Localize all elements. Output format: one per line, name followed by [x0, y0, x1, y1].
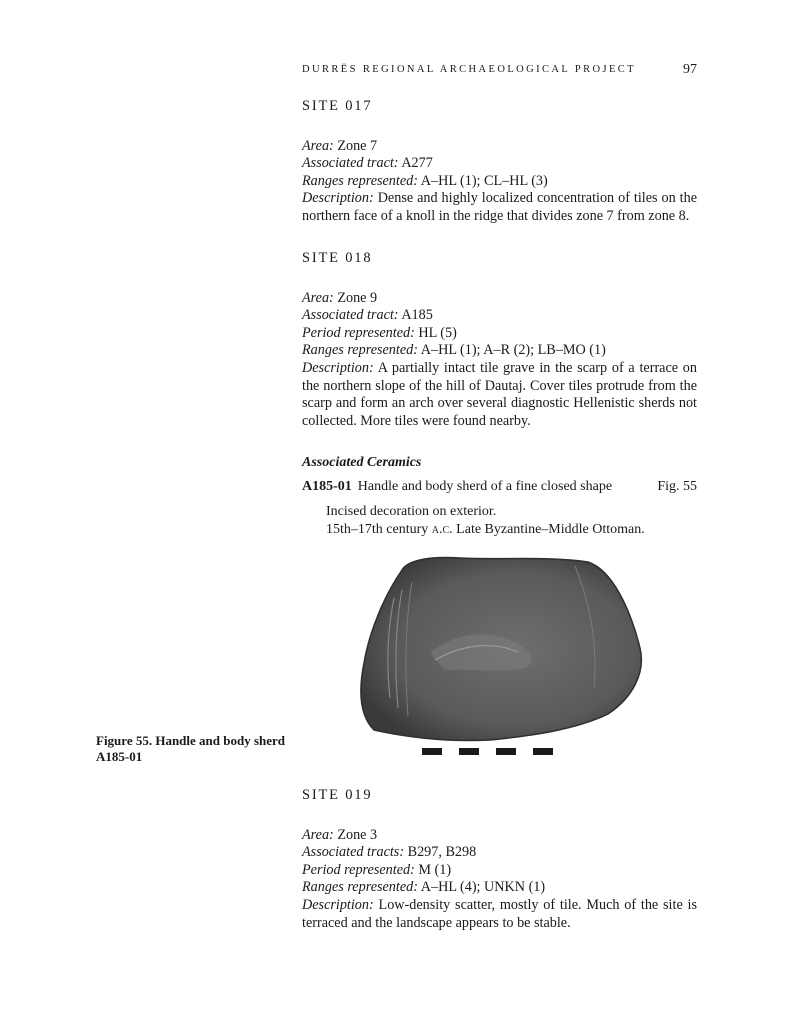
- tract-label: Associated tract:: [302, 155, 399, 172]
- ranges-value: A–HL (1); CL–HL (3): [420, 172, 548, 189]
- tract-label: Associated tract:: [302, 307, 399, 324]
- ceramic-notes: [302, 503, 697, 539]
- tract-value: B297, B298: [407, 844, 477, 861]
- description-text: A partially intact tile grave in the scarp of a terrace on the northern slope of the hill of Dautaj. Cover tiles protrude from the scarp and form an arch over several diagnostic Hellenistic sherds not collected. More tiles were found nearby.: [302, 359, 697, 429]
- figure-reference: Fig. 55: [657, 478, 697, 494]
- site-019-section: [302, 787, 697, 932]
- site-018-section: [302, 250, 697, 539]
- era-abbrev: a.c.: [431, 521, 453, 537]
- figure-caption: [96, 733, 296, 765]
- description-text: Low-density scatter, mostly of tile. Much of the site is terraced and the landscape appears to be stable.: [302, 896, 698, 931]
- description-label: Description:: [302, 359, 374, 376]
- area-label: Area:: [302, 137, 334, 154]
- ceramic-entry: [302, 478, 697, 496]
- description-label: Description:: [302, 190, 374, 207]
- ceramic-id: A185-01: [302, 478, 352, 494]
- site-017-section: [302, 98, 697, 226]
- ranges-label: Ranges represented:: [302, 342, 418, 359]
- ceramic-note-date: 15th–17th century a.c. Late Byzantine–Middle Ottoman.: [326, 521, 645, 537]
- ranges-label: Ranges represented:: [302, 172, 418, 189]
- description-label: Description:: [302, 896, 374, 913]
- site-017-title: SITE 017: [302, 98, 373, 114]
- area-value: Zone 9: [337, 289, 378, 306]
- ceramic-title: Handle and body sherd of a fine closed shape: [357, 478, 613, 494]
- figure-caption-line2: A185-01: [96, 749, 143, 764]
- ceramic-note-decoration: Incised decoration on exterior.: [326, 503, 497, 519]
- tract-value: A185: [401, 307, 433, 324]
- scale-bar: [422, 748, 553, 755]
- page-number: 97: [683, 62, 697, 77]
- area-label: Area:: [302, 826, 334, 843]
- site-018-title: SITE 018: [302, 250, 373, 266]
- ranges-label: Ranges represented:: [302, 879, 418, 896]
- period-value: HL (5): [418, 324, 457, 341]
- tract-label: Associated tracts:: [302, 844, 405, 861]
- area-value: Zone 7: [337, 137, 378, 154]
- ranges-value: A–HL (1); A–R (2); LB–MO (1): [420, 342, 606, 359]
- area-label: Area:: [302, 289, 334, 306]
- site-019-title: SITE 019: [302, 787, 373, 803]
- tract-value: A277: [401, 155, 433, 172]
- ranges-value: A–HL (4); UNKN (1): [420, 879, 546, 896]
- description-text: Dense and highly localized concentration of tiles on the northern face of a knoll in the ridge that divides zone 7 from zone 8.: [302, 190, 697, 224]
- ceramics-heading: Associated Ceramics: [302, 455, 422, 471]
- running-head: DURRËS REGIONAL ARCHAEOLOGICAL PROJECT: [302, 64, 636, 75]
- sherd-photo: [350, 548, 650, 780]
- period-label: Period represented:: [302, 324, 415, 341]
- area-value: Zone 3: [337, 826, 378, 843]
- figure-caption-line1: Figure 55. Handle and body sherd: [96, 733, 286, 748]
- period-label: Period represented:: [302, 861, 415, 878]
- period-value: M (1): [418, 861, 452, 878]
